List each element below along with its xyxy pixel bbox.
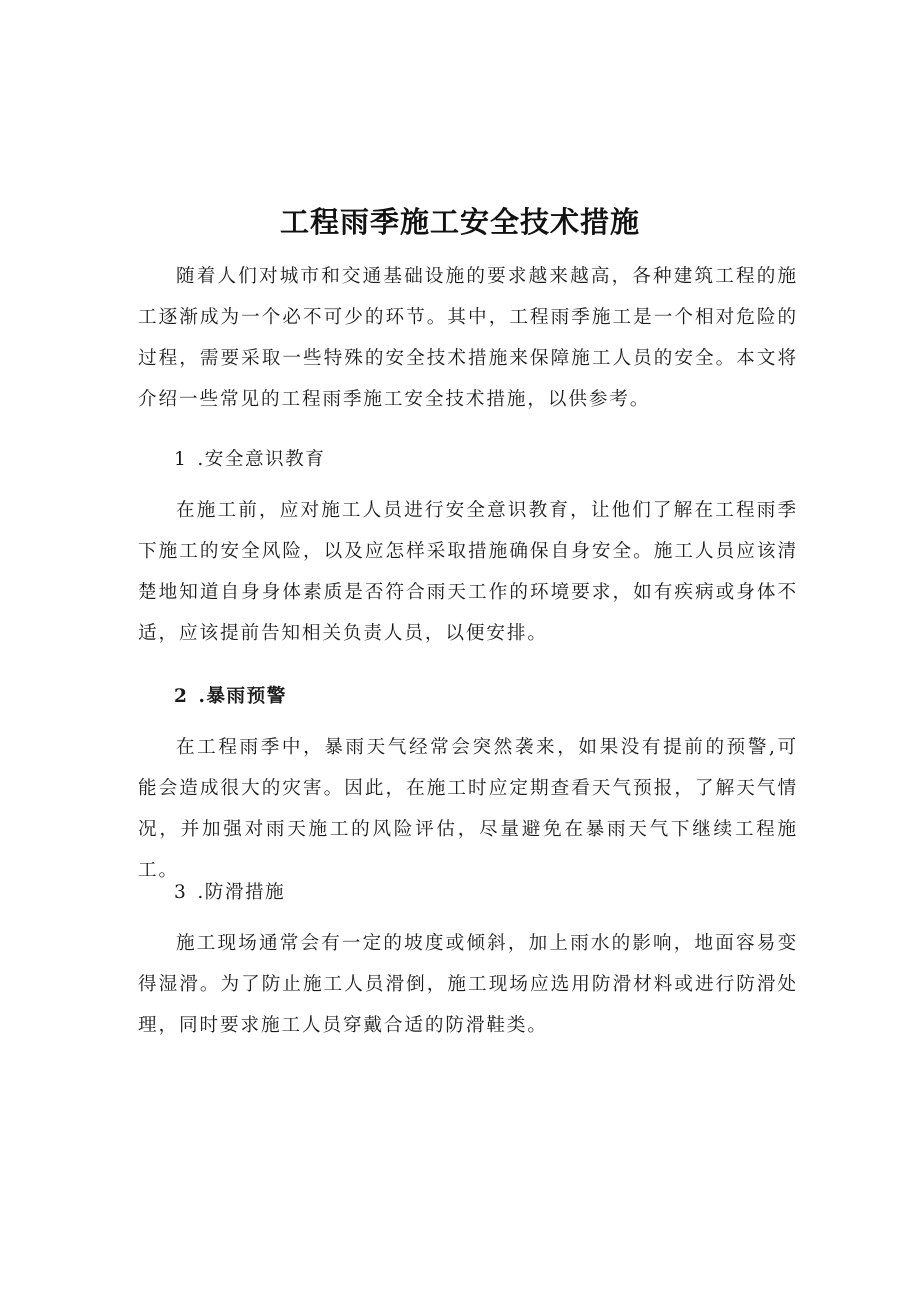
section-1-title: .安全意识教育 (197, 449, 326, 470)
section-2-number: 2 (174, 686, 189, 707)
section-3-body: 施工现场通常会有一定的坡度或倾斜，加上雨水的影响，地面容易变得湿滑。为了防止施工人员滑倒，施工现场应选用防滑材料或进行防滑处理，同时要求施工人员穿戴合适的防滑鞋类。 (138, 933, 798, 1036)
section-2-title: .暴雨预警 (198, 686, 287, 707)
section-1-heading (174, 445, 325, 475)
section-1-body: 在施工前，应对施工人员进行安全意识教育，让他们了解在工程雨季下施工的安全风险，以及应怎样采取措施确保自身安全。施工人员应该清楚地知道自身身体素质是否符合雨天工作的环境要求，如有疾病或身体不适，应该提前告知相关负责人员，以便安排。 (138, 500, 798, 644)
section-2-body: 在工程雨季中，暴雨天气经常会突然袭来，如果没有提前的预警,可能会造成很大的灾害。因此，在施工时应定期查看天气预报，了解天气情况，并加强对雨天施工的风险评估，尽量避免在暴雨天气下继续工程施工。 (138, 737, 798, 881)
intro-paragraph: 随着人们对城市和交通基础设施的要求越来越高，各种建筑工程的施工逐渐成为一个必不可少的环节。其中，工程雨季施工是一个相对危险的过程，需要采取一些特殊的安全技术措施来保障施工人员的安全。本文将介绍一些常见的工程雨季施工安全技术措施，以供参考。 (138, 266, 798, 410)
document-title: 工程雨季施工安全技术措施 (279, 205, 640, 239)
section-2-heading (174, 682, 287, 712)
section-3-title: .防滑措施 (197, 882, 286, 903)
section-1-number: 1 (174, 449, 188, 470)
section-3-heading (174, 878, 285, 908)
section-3-number: 3 (174, 882, 188, 903)
